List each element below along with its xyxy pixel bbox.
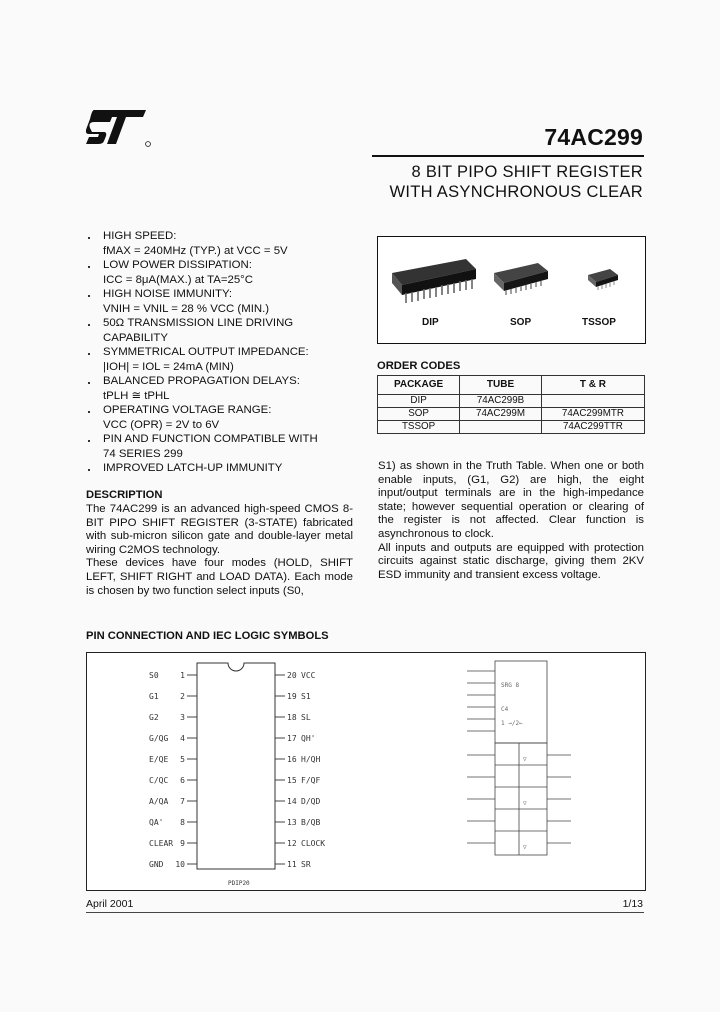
left-pin-label: G/QG [149,734,169,743]
sop-label: SOP [510,317,532,328]
right-pin-label: S1 [301,692,311,701]
left-pin-number: 5 [180,755,185,764]
right-pin-label: B/QB [301,818,321,827]
right-pin-label: SR [301,860,311,869]
description-right-column [378,460,644,582]
st-logo [86,108,152,148]
footer-page-number: 1/13 [622,898,643,910]
order-codes-table [377,375,645,434]
right-pin-label: H/QH [301,755,321,764]
table-cell: 74AC299B [460,395,542,408]
description-paragraph: The 74AC299 is an advanced high-speed CMOS 8-BIT PIPO SHIFT REGISTER (3-STATE) fabricated with sub-micron silicon gate and double-layer metal wiring C2MOS technology. [86,503,353,556]
right-pin-label: F/QF [301,776,321,785]
header-rule [372,155,644,157]
table-cell: 74AC299TTR [541,421,644,434]
table-cell: 74AC299M [460,408,542,421]
feature-item: OPERATING VOLTAGE RANGE: VCC (OPR) = 2V to 6V [86,403,376,432]
svg-text:SRG 8: SRG 8 [501,682,520,689]
footer-rule [86,912,644,913]
description-title: DESCRIPTION [86,489,163,501]
right-pin-number: 17 [287,734,297,743]
left-pin-number: 4 [180,734,185,743]
right-pin-number: 12 [287,839,297,848]
table-row [378,421,645,434]
right-pin-label: VCC [301,671,316,680]
tssop-label: TSSOP [582,317,616,328]
tssop-package-image [588,269,618,290]
feature-item: IMPROVED LATCH-UP IMMUNITY [86,461,376,476]
feature-item: PIN AND FUNCTION COMPATIBLE WITH 74 SERIES 299 [86,432,376,461]
feature-item: HIGH NOISE IMMUNITY: VNIH = VNIL = 28 % VCC (MIN.) [86,287,376,316]
left-pin-number: 1 [180,671,185,680]
left-pin-number: 8 [180,818,185,827]
table-cell: DIP [378,395,460,408]
subtitle-line-1: 8 BIT PIPO SHIFT REGISTER [411,163,643,181]
feature-item: LOW POWER DISSIPATION: ICC = 8μA(MAX.) at TA=25°C [86,258,376,287]
svg-text:▽: ▽ [523,800,527,807]
left-pin-number: 10 [175,860,185,869]
feature-item: SYMMETRICAL OUTPUT IMPEDANCE: |IOH| = IOL = 24mA (MIN) [86,345,376,374]
feature-item: HIGH SPEED: fMAX = 240MHz (TYP.) at VCC = 5V [86,229,376,258]
table-row [378,395,645,408]
right-pin-label: CLOCK [301,839,326,848]
right-pin-label: D/QD [301,797,321,806]
svg-text:C4: C4 [501,706,509,713]
left-pin-number: 7 [180,797,185,806]
svg-text:▽: ▽ [523,756,527,763]
right-pin-number: 13 [287,818,297,827]
left-pin-label: G2 [149,713,159,722]
table-header-row [378,376,645,395]
left-pin-label: CLEAR [149,839,174,848]
feature-list [86,229,376,476]
table-cell [460,421,542,434]
column-header: TUBE [460,376,542,395]
left-pin-number: 2 [180,692,185,701]
left-pin-label: S0 [149,671,159,680]
subtitle-line-2: WITH ASYNCHRONOUS CLEAR [389,183,643,201]
sop-package-image [494,263,548,295]
table-cell: SOP [378,408,460,421]
part-number: 74AC299 [544,124,643,150]
right-pin-number: 16 [287,755,297,764]
right-pin-number: 19 [287,692,297,701]
dip-label: DIP [422,317,439,328]
table-cell: TSSOP [378,421,460,434]
right-pin-number: 11 [287,860,297,869]
table-cell: 74AC299MTR [541,408,644,421]
subtitle [389,162,643,202]
pin-diagram-box [86,652,646,891]
column-header: PACKAGE [378,376,460,395]
right-pin-number: 18 [287,713,297,722]
left-pin-label: A/QA [149,797,169,806]
description-paragraph: All inputs and outputs are equipped with protection circuits against static discharge, giving them 2KV ESD immunity and transient excess voltage. [378,541,644,581]
left-pin-label: QA' [149,818,164,827]
svg-text:1 →/2←: 1 →/2← [501,720,523,727]
table-cell [541,395,644,408]
left-pin-label: G1 [149,692,159,701]
package-images [377,236,646,344]
table-row [378,408,645,421]
svg-text:PDIP20: PDIP20 [228,880,250,887]
svg-text:▽: ▽ [523,844,527,851]
description-paragraph: S1) as shown in the Truth Table. When one or both enable inputs, (G1, G2) are high, the eight input/output terminals are in the high-impedance state; however sequential operation or clearing of the register is not affected. Clear function is asynchronous to clock. [378,460,644,540]
feature-item: 50Ω TRANSMISSION LINE DRIVING CAPABILITY [86,316,376,345]
left-pin-label: GND [149,860,164,869]
left-pin-label: E/QE [149,755,169,764]
left-pin-number: 6 [180,776,185,785]
footer-date: April 2001 [86,898,134,910]
pin-connection-diagram [87,653,645,890]
pin-section-title: PIN CONNECTION AND IEC LOGIC SYMBOLS [86,630,329,642]
feature-item: BALANCED PROPAGATION DELAYS: tPLH ≅ tPHL [86,374,376,403]
right-pin-number: 15 [287,776,297,785]
left-pin-number: 3 [180,713,185,722]
right-pin-number: 20 [287,671,297,680]
right-pin-number: 14 [287,797,297,806]
right-pin-label: SL [301,713,311,722]
dip-package-image [392,259,476,303]
description-paragraph: These devices have four modes (HOLD, SHIFT LEFT, SHIFT RIGHT and LOAD DATA). Each mode is chosen by two function select inputs (S0, [86,557,353,597]
description-left-column [86,503,353,598]
left-pin-number: 9 [180,839,185,848]
order-codes-title: ORDER CODES [377,360,461,372]
right-pin-label: QH' [301,734,316,743]
column-header: T & R [541,376,644,395]
left-pin-label: C/QC [149,776,169,785]
